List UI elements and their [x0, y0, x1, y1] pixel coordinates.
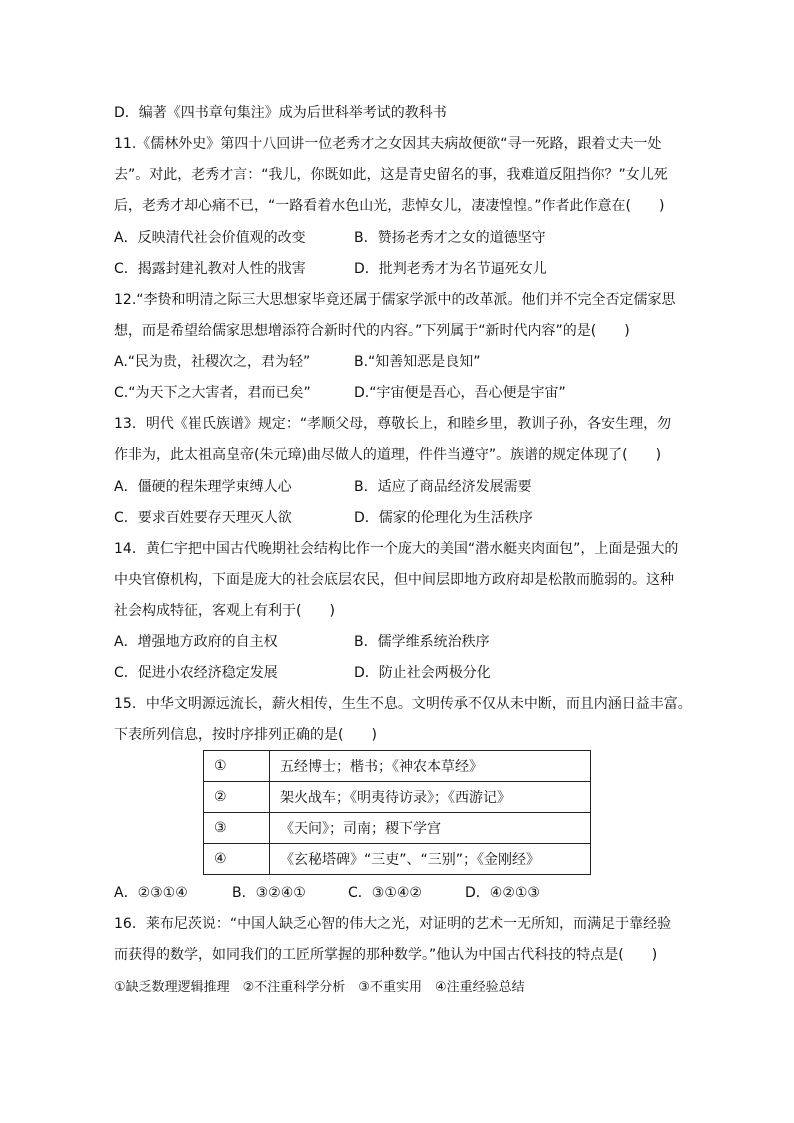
q14-stem-line-1: 14．黄仁宇把中国古代晚期社会结构比作一个庞大的美国“潜水艇夹肉面包”，上面是强大的 [114, 541, 679, 557]
q10-option-d: D．编著《四书章句集注》成为后世科举考试的教科书 [114, 105, 447, 121]
q14-option-a: A．增强地方政府的自主权 [114, 634, 278, 650]
q15-option-c: C．③①④② [348, 885, 422, 901]
q12-option-d: D.“宇宙便是吾心，吾心便是宇宙” [354, 385, 566, 401]
q16-stem-line-1: 16．莱布尼茨说：“中国人缺乏心智的伟大之光，对证明的艺术一无所知，而满足于靠经验 [114, 916, 672, 932]
table-cell-number: ② [204, 782, 270, 813]
q13-option-d: D．儒家的伦理化为生活秩序 [354, 510, 533, 526]
table-cell-number: ④ [204, 844, 270, 875]
q13-option-b: B．适应了商品经济发展需要 [354, 479, 532, 495]
table-row [204, 751, 591, 782]
table-cell-content: 五经博士；楷书；《神农本草经》 [270, 751, 591, 782]
table-row [204, 782, 591, 813]
q14-stem-line-2: 中央官僚机构，下面是庞大的社会底层农民，但中间层即地方政府却是松散而脆弱的。这种 [114, 572, 674, 588]
q11-option-d: D．批判老秀才为名节逼死女儿 [354, 261, 547, 277]
table-cell-number: ① [204, 751, 270, 782]
q14-option-b: B．儒学维系统治秩序 [354, 634, 490, 650]
table-cell-content: 架火战车；《明夷待访录》；《西游记》 [270, 782, 591, 813]
q11-option-a: A．反映清代社会价值观的改变 [114, 230, 306, 246]
table-cell-content: 《天问》；司南；稷下学宫 [270, 813, 591, 844]
q11-option-c: C．揭露封建礼教对人性的戕害 [114, 261, 306, 277]
q14-stem-line-3: 社会构成特征，客观上有利于( ) [114, 603, 335, 619]
q16-items: ①缺乏数理逻辑推理 ②不注重科学分析 ③不重实用 ④注重经验总结 [114, 980, 525, 995]
q14-option-c: C．促进小农经济稳定发展 [114, 665, 278, 681]
q15-stem-line-2: 下表所列信息，按时序排列正确的是( ) [114, 727, 377, 743]
q13-option-c: C．要求百姓要存天理灭人欲 [114, 510, 292, 526]
q15-option-a: A．②③①④ [114, 885, 188, 901]
table-row [204, 813, 591, 844]
q15-option-b: B．③②④① [232, 885, 306, 901]
q15-stem-line-1: 15．中华文明源远流长，薪火相传，生生不息。文明传承不仅从未中断，而且内涵日益丰富。 [114, 696, 692, 712]
q13-stem-line-1: 13．明代《崔氏族谱》规定：“孝顺父母，尊敬长上，和睦乡里，教训子孙，各安生理，勿 [114, 416, 672, 432]
q13-option-a: A．僵硬的程朱理学束缚人心 [114, 479, 292, 495]
table-cell-number: ③ [204, 813, 270, 844]
q15-option-d: D．④②①③ [465, 885, 540, 901]
q13-stem-line-2: 作非为，此太祖高皇帝(朱元璋)曲尽做人的道理，件件当遵守”。族谱的规定体现了( ) [114, 447, 662, 463]
table-row [204, 844, 591, 875]
q14-option-d: D．防止社会两极分化 [354, 665, 491, 681]
q12-option-c: C.“为天下之大害者，君而已矣” [114, 385, 311, 401]
q16-stem-line-2: 而获得的数学，如同我们的工匠所掌握的那种数学。”他认为中国古代科技的特点是( ) [114, 947, 658, 963]
q12-option-a: A.“民为贵，社稷次之，君为轻” [114, 354, 311, 370]
q15-info-table [203, 750, 591, 875]
q11-stem-line-3: 后，老秀才却心痛不已，“一路看着水色山光，悲悼女儿，凄凄惶惶。”作者此作意在( ) [114, 198, 665, 214]
q11-stem-line-2: 去”。对此，老秀才言：“我儿，你既如此，这是青史留名的事，我难道反阻挡你？”女儿死 [114, 167, 668, 183]
table-cell-content: 《玄秘塔碑》“三吏”、“三别”；《金刚经》 [270, 844, 591, 875]
q11-stem-line-1: 11.《儒林外史》第四十八回讲一位老秀才之女因其夫病故便欲“寻一死路，跟着丈夫一处 [114, 136, 662, 152]
q11-option-b: B．赞扬老秀才之女的道德坚守 [354, 230, 546, 246]
q12-stem-line-2: 想，而是希望给儒家思想增添符合新时代的内容。”下列属于“新时代内容”的是( ) [114, 323, 630, 339]
q12-stem-line-1: 12.“李贽和明清之际三大思想家毕竟还属于儒家学派中的改革派。他们并不完全否定儒家思 [114, 292, 676, 308]
q12-option-b: B.“知善知恶是良知” [354, 354, 481, 370]
